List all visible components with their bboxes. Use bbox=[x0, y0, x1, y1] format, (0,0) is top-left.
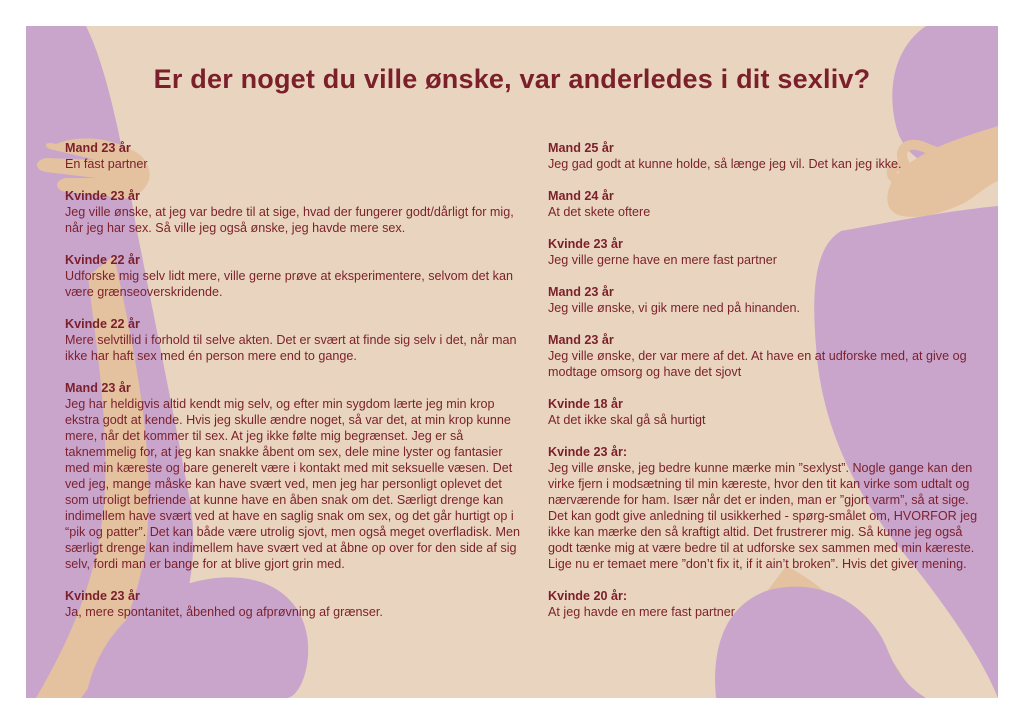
respondent-label: Kvinde 20 år: bbox=[548, 589, 628, 603]
quote-entry bbox=[65, 588, 527, 620]
quote-text: Udforske mig selv lidt mere, ville gerne prøve at eksperimentere, selvom det kan være grænseoverskridende. bbox=[65, 269, 513, 299]
respondent-label: Mand 23 år bbox=[548, 285, 614, 299]
left-column bbox=[65, 140, 527, 636]
page-title: Er der noget du ville ønske, var anderledes i dit sexliv? bbox=[153, 64, 871, 94]
respondent-label: Kvinde 23 år: bbox=[548, 445, 628, 459]
quote-entry bbox=[548, 140, 978, 172]
quote-text: At det ikke skal gå så hurtigt bbox=[548, 413, 706, 427]
quote-text: Mere selvtillid i forhold til selve akten. Det er svært at finde sig selv i det, når man ikke har haft sex med én person mere end to gange. bbox=[65, 333, 517, 363]
respondent-label: Mand 23 år bbox=[65, 141, 131, 155]
quote-text: Jeg gad godt at kunne holde, så længe jeg vil. Det kan jeg ikke. bbox=[548, 157, 902, 171]
quote-entry bbox=[548, 396, 978, 428]
quote-entry bbox=[548, 236, 978, 268]
quote-entry bbox=[548, 188, 978, 220]
poster-card bbox=[26, 26, 998, 698]
respondent-label: Mand 23 år bbox=[548, 333, 614, 347]
quote-text: Jeg ville ønske, vi gik mere ned på hinanden. bbox=[548, 301, 801, 315]
respondent-label: Kvinde 18 år bbox=[548, 397, 623, 411]
quote-entry bbox=[548, 284, 978, 316]
quote-text: Ja, mere spontanitet, åbenhed og afprøvning af grænser. bbox=[65, 605, 383, 619]
respondent-label: Mand 23 år bbox=[65, 381, 131, 395]
quote-text: En fast partner bbox=[65, 157, 148, 171]
respondent-label: Kvinde 23 år bbox=[65, 589, 140, 603]
quote-entry bbox=[65, 140, 527, 172]
quote-entry bbox=[548, 332, 978, 380]
respondent-label: Kvinde 22 år bbox=[65, 317, 140, 331]
respondent-label: Mand 25 år bbox=[548, 141, 614, 155]
quote-text: Jeg har heldigvis altid kendt mig selv, og efter min sygdom lærte jeg min krop ekstra godt at kende. Hvis jeg skulle ændre noget, så var det, at min krop kunne mere, når det kommer til sex. At jeg ikke følte mig begrænset. Jeg er så taknemmelig for, at jeg kan snakke åbent om sex, dele mine lyster og fantasier med min kæreste og bare generelt være i kontakt med mit seksuelle væsen. Det ved jeg, mange måske kan have svært ved, men jeg har personligt oplevet det som utroligt befriende at kunne have en åben snak om det. Særligt drenge kan indimellem have svært ved at have en saglig snak om sex, og det går hurtigt op i “pik og patter”. Det kan både være utrolig sjovt, men også meget overfladisk. Men særligt drenge kan indimellem have svært ved at åbne op over for den side af sig selv, fordi man er bange for at blive gjort grin med. bbox=[65, 397, 520, 571]
quote-entry bbox=[548, 444, 978, 572]
quote-text: Jeg ville ønske, jeg bedre kunne mærke min ”sexlyst”. Nogle gange kan den virke fjern i modsætning til min kæreste, hvor den tit kan virke som udtalt og nærværende for ham. Især når det er inden, man er ”gjort varm”, så at sige. Det kan godt give anledning til usikkerhed - spørg-smålet om, HVORFOR jeg ikke kan mærke den så kraftigt altid. Det frustrerer mig. Så kunne jeg også godt tænke mig at være bedre til at udforske sex sammen med min kæreste. Lige nu er temaet mere ”don’t fix it, if it ain’t broken”. Hvis det giver mening. bbox=[548, 461, 978, 571]
respondent-label: Mand 24 år bbox=[548, 189, 614, 203]
respondent-label: Kvinde 23 år bbox=[65, 189, 140, 203]
quote-entry bbox=[548, 588, 978, 620]
quote-text: At jeg havde en mere fast partner bbox=[548, 605, 735, 619]
quote-text: Jeg ville ønske, der var mere af det. At have en at udforske med, at give og modtage omsorg og have det sjovt bbox=[548, 349, 967, 379]
right-column bbox=[548, 140, 978, 636]
respondent-label: Kvinde 22 år bbox=[65, 253, 140, 267]
quote-entry bbox=[65, 316, 527, 364]
respondent-label: Kvinde 23 år bbox=[548, 237, 623, 251]
quote-text: Jeg ville ønske, at jeg var bedre til at sige, hvad der fungerer godt/dårligt for mig, når jeg har sex. Så ville jeg også ønske, jeg havde mere sex. bbox=[65, 205, 514, 235]
quote-entry bbox=[65, 380, 527, 572]
quote-text: At det skete oftere bbox=[548, 205, 651, 219]
quote-entry bbox=[65, 252, 527, 300]
quote-text: Jeg ville gerne have en mere fast partner bbox=[548, 253, 777, 267]
quote-entry bbox=[65, 188, 527, 236]
